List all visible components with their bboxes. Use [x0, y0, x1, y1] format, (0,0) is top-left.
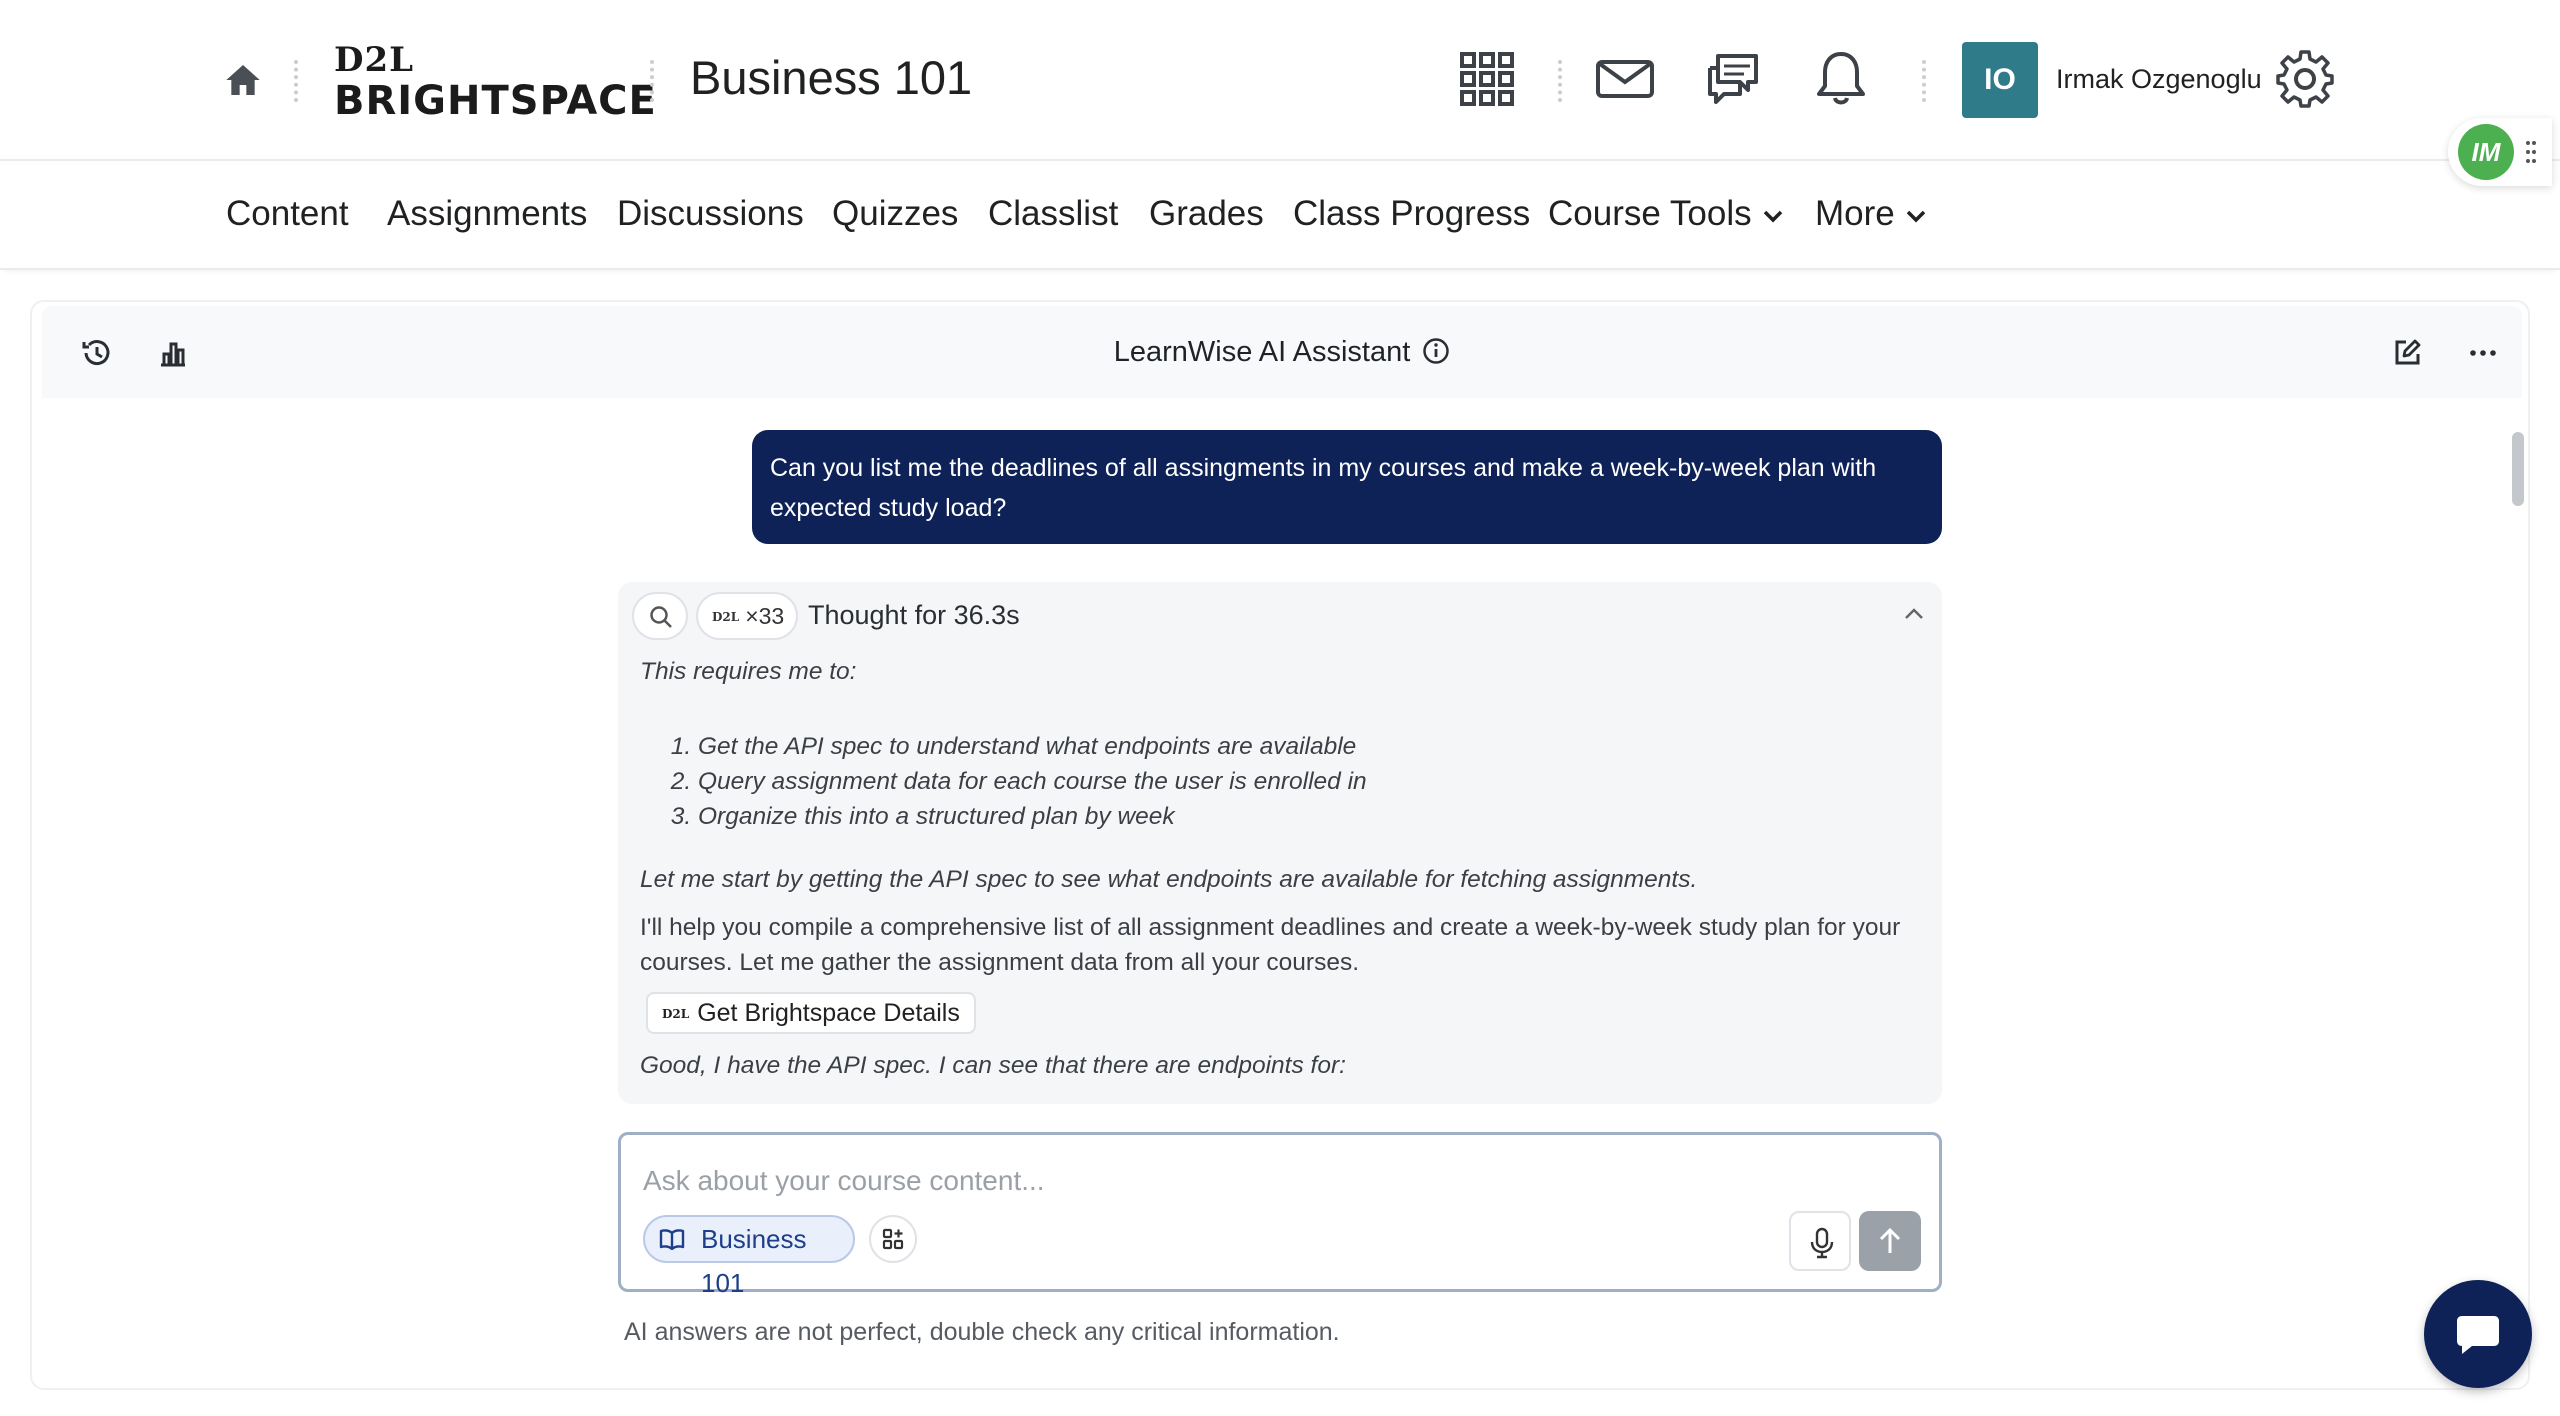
top-header: [0, 0, 2560, 167]
apps-grid-icon[interactable]: [1456, 48, 1518, 110]
bell-icon[interactable]: [1810, 48, 1872, 110]
nav-item-class-progress[interactable]: Class Progress: [1293, 194, 1531, 233]
thought-paragraph: Let me start by getting the API spec to see what endpoints are available for fetching assignments.: [640, 866, 1698, 893]
tool-call-count-value: ×33: [745, 603, 785, 629]
brightspace-logo[interactable]: [334, 40, 657, 124]
assistant-title-text: LearnWise AI Assistant: [1113, 336, 1411, 368]
tool-call-label: Get Brightspace Details: [697, 999, 960, 1027]
discussions-icon[interactable]: [1702, 48, 1764, 110]
divider: [1558, 60, 1562, 102]
nav-item-course-tools[interactable]: [1548, 194, 1784, 234]
new-chat-icon[interactable]: [2390, 336, 2424, 370]
assistant-paragraph: I'll help you compile a comprehensive list of all assignment deadlines and create a week-by-week study plan for your courses. Let me gather the assignment data from all your courses.: [640, 914, 1901, 976]
list-item: 3. Organize this into a structured plan by week: [698, 799, 1920, 834]
nav-item-quizzes[interactable]: Quizzes: [832, 194, 959, 233]
nav-item-grades[interactable]: Grades: [1149, 194, 1264, 233]
user-message: Can you list me the deadlines of all assingments in my courses and make a week-by-week plan with expected study load?: [752, 430, 1942, 544]
chat-composer[interactable]: [618, 1132, 1942, 1298]
thought-block: [618, 582, 1942, 1104]
scrollbar[interactable]: [2512, 432, 2524, 506]
nav-item-classlist[interactable]: Classlist: [988, 194, 1119, 233]
search-chip[interactable]: [632, 592, 688, 640]
chevron-down-icon: [1905, 209, 1927, 223]
list-item: 1. Get the API spec to understand what endpoints are available: [698, 729, 1920, 764]
search-icon: [648, 604, 674, 630]
user-name[interactable]: Irmak Ozgenoglu: [2056, 64, 2262, 94]
thought-content: [640, 654, 1920, 1083]
course-navbar: [0, 162, 2560, 270]
d2l-mini-logo: D2L: [662, 1007, 690, 1021]
home-icon[interactable]: [222, 60, 264, 100]
add-tool-button[interactable]: [869, 1215, 917, 1263]
d2l-mini-logo: D2L: [712, 610, 740, 624]
tool-call-count[interactable]: [696, 592, 798, 640]
microphone-button[interactable]: [1789, 1211, 1851, 1271]
chevron-down-icon: [1762, 209, 1784, 223]
mail-icon[interactable]: [1594, 48, 1656, 110]
thought-intro: This requires me to:: [640, 658, 857, 685]
course-context-chip[interactable]: [643, 1215, 855, 1298]
course-title[interactable]: Business 101: [690, 51, 973, 104]
microphone-icon: [1808, 1227, 1836, 1259]
more-options-icon[interactable]: [2466, 336, 2500, 370]
thought-steps: [640, 729, 1920, 834]
nav-item-more-label: More: [1815, 194, 1895, 233]
ai-disclaimer: AI answers are not perfect, double check any critical information.: [624, 1318, 1340, 1346]
nav-item-content[interactable]: Content: [226, 194, 349, 233]
divider: [1922, 60, 1926, 102]
info-icon[interactable]: [1422, 337, 1450, 365]
course-chip-label: Business 101: [701, 1224, 807, 1298]
nav-item-course-tools-label: Course Tools: [1548, 194, 1752, 233]
book-icon: [659, 1228, 685, 1250]
nav-item-discussions[interactable]: Discussions: [617, 194, 804, 233]
arrow-up-icon: [1876, 1225, 1904, 1257]
widgets-icon: [882, 1228, 904, 1250]
extension-logo: IM: [2458, 124, 2514, 180]
chevron-up-icon[interactable]: [1902, 604, 1926, 624]
avatar[interactable]: IO: [1962, 42, 2038, 118]
divider: [294, 60, 298, 102]
gear-icon[interactable]: [2274, 48, 2336, 110]
chat-bubble-icon: [2454, 1310, 2502, 1358]
assistant-header: [42, 306, 2522, 398]
assistant-title: [42, 336, 2522, 369]
logo-d2l: D2L: [334, 40, 415, 80]
divider: [650, 60, 654, 102]
send-button[interactable]: [1859, 1211, 1921, 1271]
chat-launcher-button[interactable]: [2424, 1280, 2532, 1388]
nav-item-assignments[interactable]: Assignments: [387, 194, 588, 233]
thought-duration[interactable]: Thought for 36.3s: [808, 600, 1020, 630]
nav-item-more[interactable]: [1815, 194, 1927, 234]
message-input[interactable]: Ask about your course content...: [643, 1165, 1045, 1196]
thought-paragraph: Good, I have the API spec. I can see that there are endpoints for:: [640, 1052, 1346, 1079]
tool-call-chip[interactable]: [646, 992, 976, 1034]
logo-brightspace: BRIGHTSPACE: [334, 78, 657, 124]
list-item: 2. Query assignment data for each course the user is enrolled in: [698, 764, 1920, 799]
